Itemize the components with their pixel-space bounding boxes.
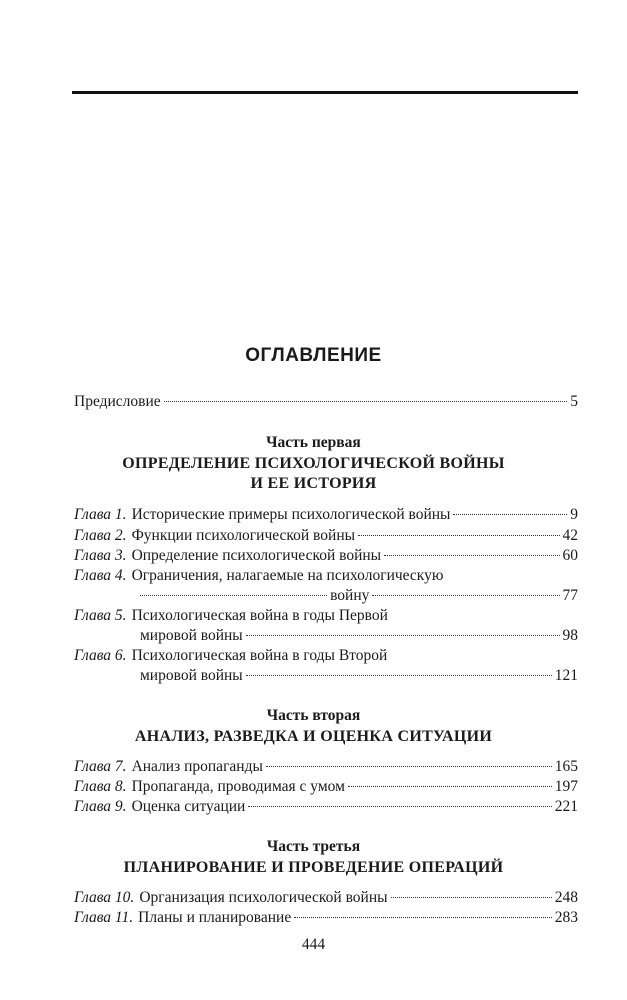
leader-dots (294, 917, 552, 918)
chapter-number: Глава 2. (74, 527, 127, 544)
leader-dots (140, 595, 327, 596)
toc-page-number: 9 (570, 506, 578, 523)
toc-entry-chapter-1[interactable] (74, 505, 578, 525)
chapter-title: Исторические примеры психологической войны (131, 506, 451, 523)
toc-entry-label: Предисловие (74, 393, 161, 410)
leader-dots (246, 635, 560, 636)
toc-entry-chapter-6-cont[interactable] (140, 666, 578, 686)
chapter-title: Психологическая война в годы Второй (131, 647, 388, 664)
toc-entry-chapter-4-cont[interactable] (140, 586, 578, 606)
leader-dots (266, 766, 552, 767)
leader-dots (391, 897, 552, 898)
chapter-title: Анализ пропаганды (131, 758, 263, 775)
chapter-number: Глава 6. (74, 647, 127, 664)
toc-entry-chapter-8[interactable] (74, 777, 578, 797)
leader-dots (164, 401, 568, 402)
part-heading: Часть вторая (266, 707, 361, 724)
page-title: ОГЛАВЛЕНИЕ (245, 345, 382, 366)
toc-page-number: 42 (562, 527, 578, 544)
chapter-title: Психологическая война в годы Первой (131, 607, 388, 624)
leader-dots (348, 786, 552, 787)
toc-entry-chapter-2[interactable] (74, 526, 578, 546)
toc-page-number: 165 (554, 758, 578, 775)
chapter-number: Глава 5. (74, 607, 127, 624)
toc-page-number: 283 (554, 909, 578, 926)
chapter-title-cont: мировой войны (140, 627, 243, 644)
toc-entry-chapter-11[interactable] (74, 908, 578, 928)
chapter-title: Функции психологической войны (131, 527, 356, 544)
leader-dots (358, 535, 559, 536)
page-number: 444 (301, 936, 326, 953)
part-title-line: И ЕЕ ИСТОРИЯ (250, 475, 377, 492)
toc-page-number: 98 (562, 627, 578, 644)
toc-page-number: 121 (554, 667, 578, 684)
chapter-number: Глава 4. (74, 567, 127, 584)
chapter-title: Пропаганда, проводимая с умом (131, 778, 345, 795)
toc-entry-chapter-4[interactable] (74, 566, 578, 586)
chapter-title: Определение психологической войны (131, 547, 382, 564)
chapter-title: Оценка ситуации (131, 798, 246, 815)
toc-entry-chapter-10[interactable] (74, 888, 578, 908)
part-heading: Часть первая (266, 434, 361, 451)
leader-dots (384, 555, 559, 556)
chapter-number: Глава 10. (74, 889, 135, 906)
toc-entry-chapter-9[interactable] (74, 797, 578, 817)
toc-entry-chapter-7[interactable] (74, 757, 578, 777)
top-rule (72, 91, 578, 94)
chapter-title-cont: мировой войны (140, 667, 243, 684)
part-title-line: ПЛАНИРОВАНИЕ И ПРОВЕДЕНИЕ ОПЕРАЦИЙ (123, 859, 504, 876)
chapter-number: Глава 7. (74, 758, 127, 775)
chapter-number: Глава 11. (74, 909, 134, 926)
chapter-number: Глава 1. (74, 506, 127, 523)
leader-dots (372, 595, 559, 596)
toc-page-number: 248 (554, 889, 578, 906)
chapter-number: Глава 3. (74, 547, 127, 564)
chapter-number: Глава 8. (74, 778, 127, 795)
chapter-number: Глава 9. (74, 798, 127, 815)
toc-entry-chapter-6[interactable] (74, 646, 578, 666)
toc-entry-preface[interactable] (74, 392, 578, 412)
chapter-title: Организация психологической войны (139, 889, 388, 906)
toc-entry-chapter-5-cont[interactable] (140, 626, 578, 646)
toc-page-number: 221 (554, 798, 578, 815)
chapter-title: Планы и планирование (138, 909, 292, 926)
part-title-line: АНАЛИЗ, РАЗВЕДКА И ОЦЕНКА СИТУАЦИИ (134, 728, 493, 745)
toc-page-number: 5 (570, 393, 578, 410)
leader-dots (248, 806, 551, 807)
toc-entry-chapter-3[interactable] (74, 546, 578, 566)
chapter-title-cont: войну (330, 587, 370, 604)
part-heading: Часть третья (266, 838, 361, 855)
part-title-line: ОПРЕДЕЛЕНИЕ ПСИХОЛОГИЧЕСКОЙ ВОЙНЫ (122, 455, 505, 472)
chapter-title: Ограничения, налагаемые на психологическую (131, 567, 444, 584)
leader-dots (246, 675, 552, 676)
toc-page-number: 60 (562, 547, 578, 564)
toc-page-number: 197 (554, 778, 578, 795)
leader-dots (453, 514, 567, 515)
toc-entry-chapter-5[interactable] (74, 606, 578, 626)
toc-page-number: 77 (562, 587, 578, 604)
